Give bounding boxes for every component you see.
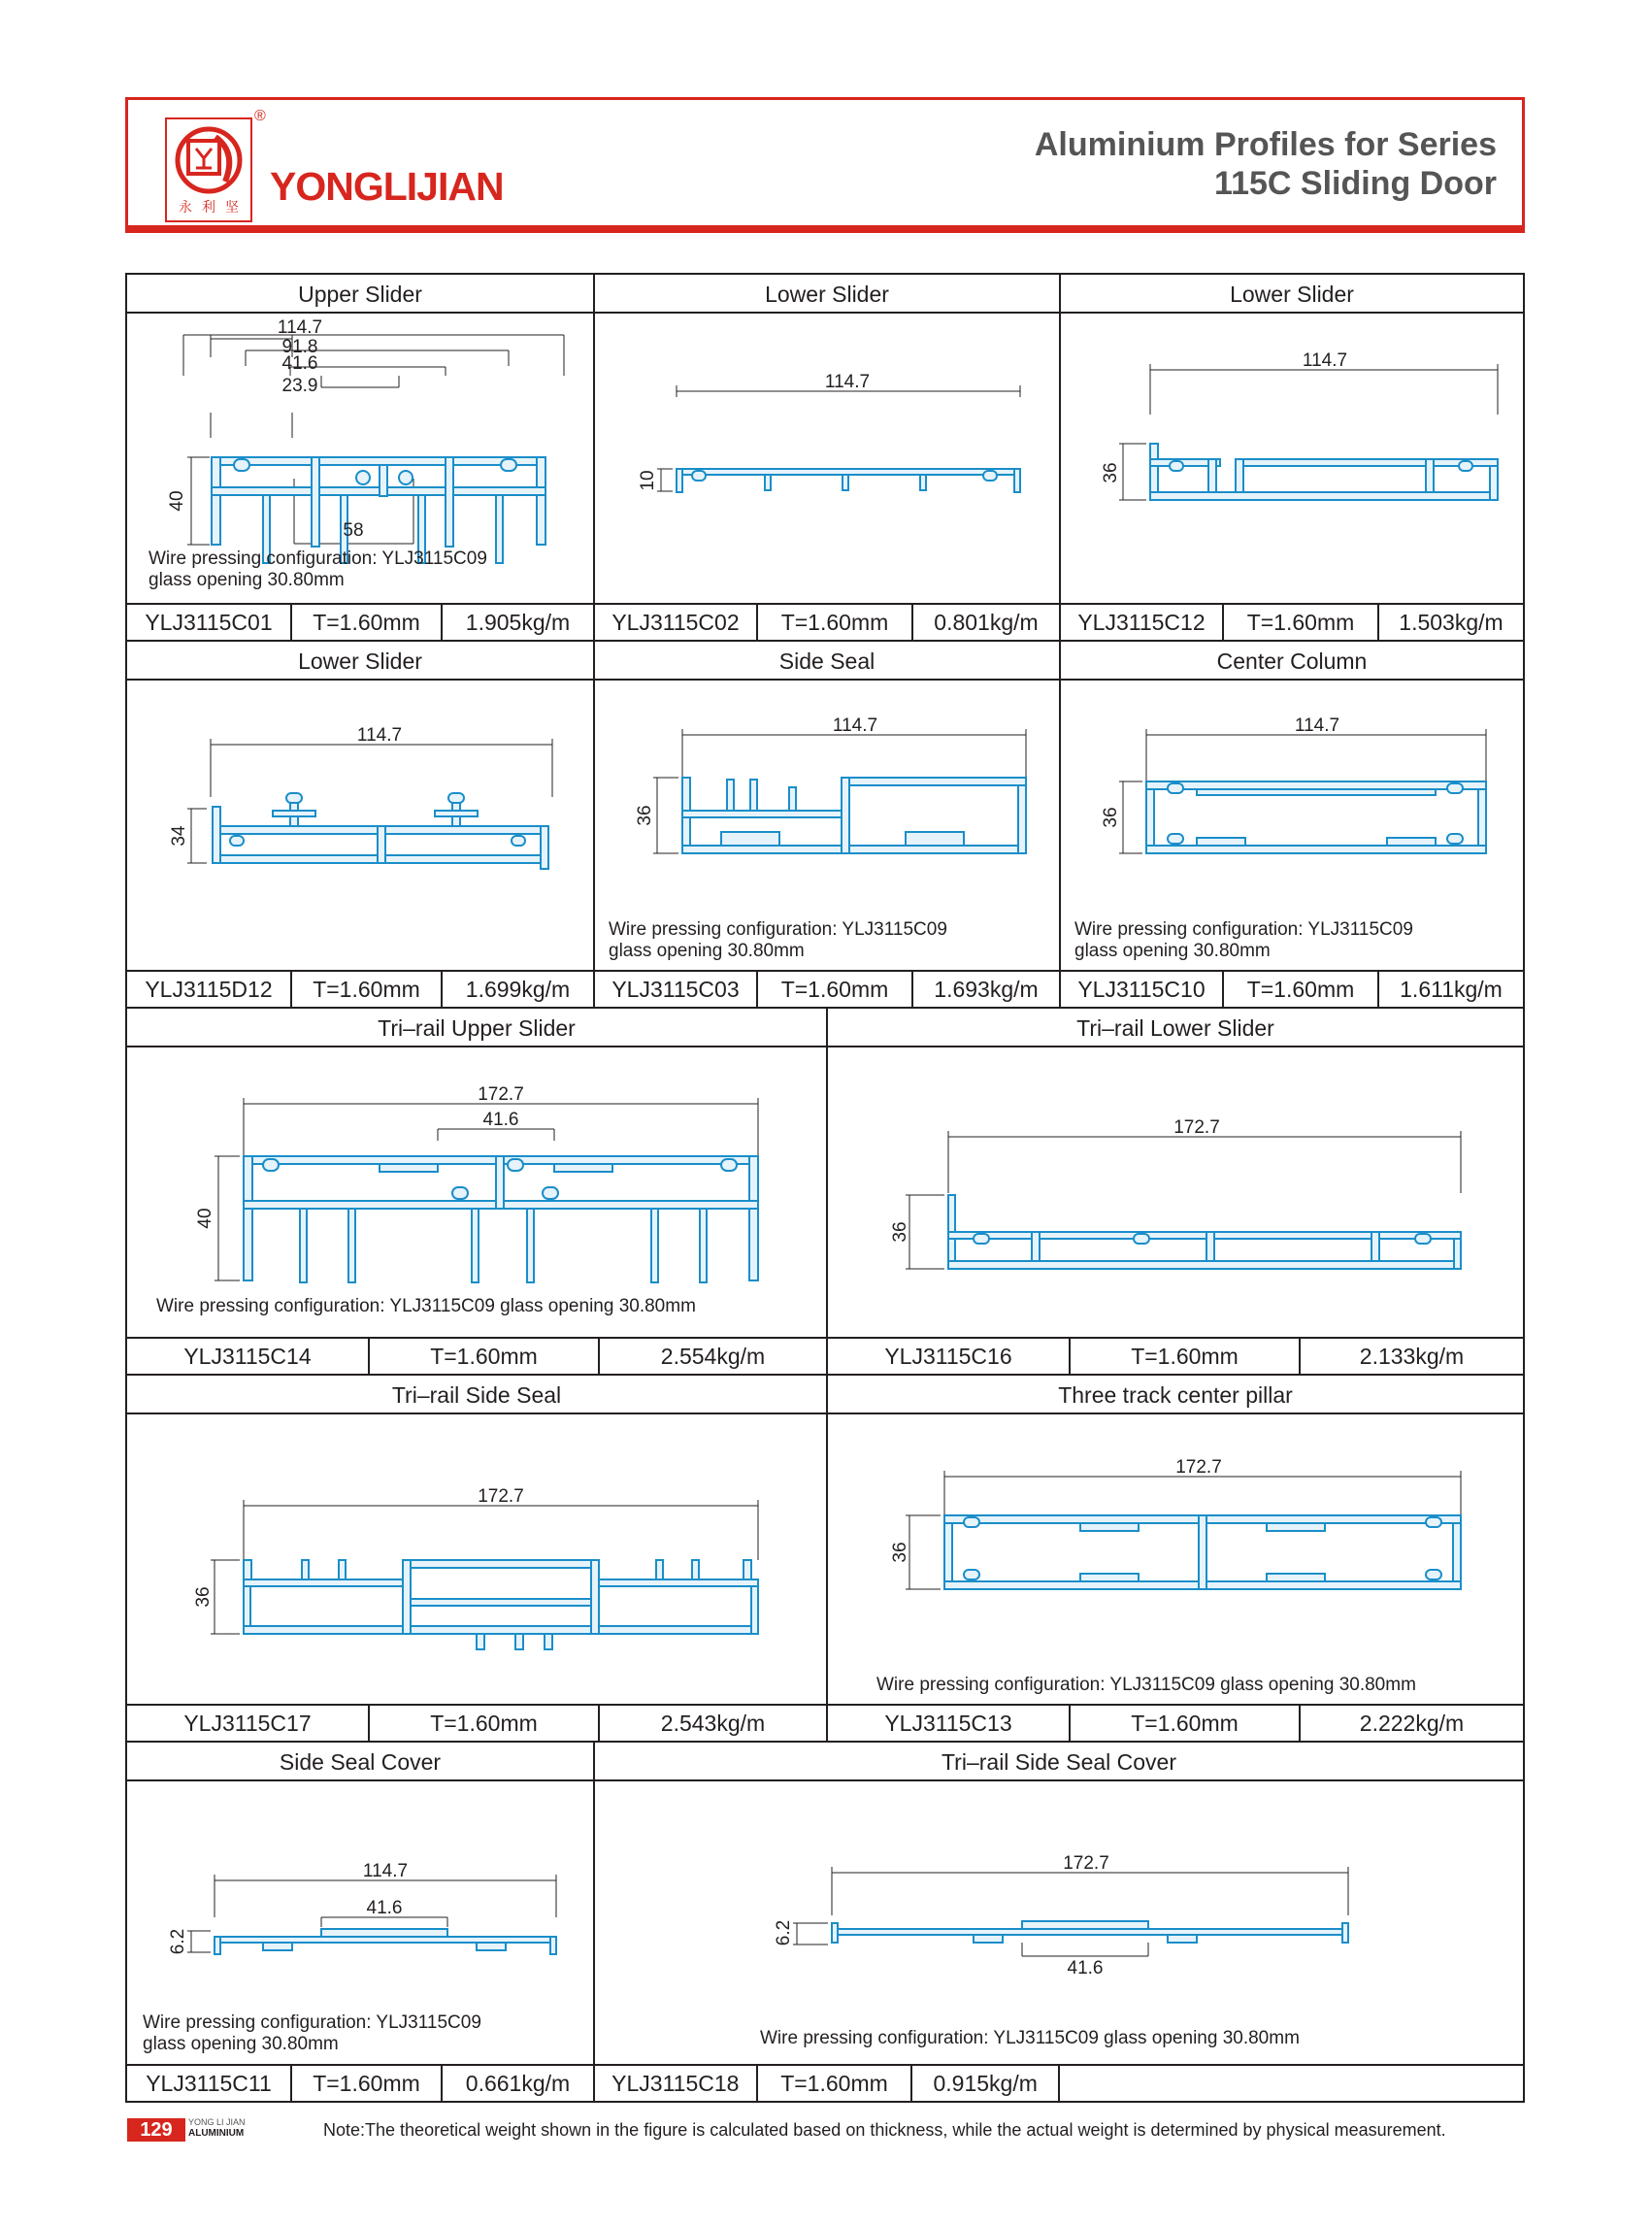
profile-thickness: T=1.60mm <box>1222 972 1377 1007</box>
profile-cell-lower-slider-d12 <box>127 642 593 1007</box>
profile-spec-row <box>595 970 1059 1007</box>
profile-catalog-grid <box>125 273 1525 2103</box>
dimension-label: 172.7 <box>1173 1117 1220 1138</box>
profile-cell-center-column <box>1059 642 1523 1007</box>
profile-cell-upper-slider <box>127 275 593 640</box>
profile-figure <box>127 1781 593 2064</box>
profile-code: YLJ3115C18 <box>611 2071 740 2096</box>
profile-spec-row <box>595 603 1059 640</box>
profile-drawing-tri-rail-side-seal-cover <box>595 1781 1523 2064</box>
brand-chinese-name: 永利坚 <box>179 200 248 216</box>
catalog-row-1 <box>127 275 1523 640</box>
profile-figure <box>127 1414 826 1704</box>
profile-spec-row <box>595 2064 1523 2101</box>
dimension-label: 58 <box>343 520 364 541</box>
dimension-label: 114.7 <box>356 725 403 746</box>
dimension-label: 114.7 <box>362 1861 409 1881</box>
catalog-row-2 <box>127 642 1523 1007</box>
profile-cell-lower-slider-c02 <box>593 275 1059 640</box>
dimension-label: 91.8 <box>281 337 318 357</box>
dimension-label: 36 <box>890 1221 910 1243</box>
wire-config-note <box>156 1296 696 1317</box>
wire-config-line: Wire pressing configuration: YLJ3115C09 <box>149 548 487 569</box>
registered-mark: ® <box>254 108 266 124</box>
dimension-label: 40 <box>195 1208 215 1229</box>
profile-code: YLJ3115C11 <box>146 2071 272 2096</box>
profile-code: YLJ3115C14 <box>183 1344 312 1369</box>
profile-drawing-tri-rail-side-seal <box>127 1414 826 1704</box>
profile-cell-side-seal-cover <box>127 1743 593 2101</box>
profile-weight: 0.661kg/m <box>441 2066 593 2101</box>
dimension-label: 41.6 <box>281 353 318 374</box>
profile-code: YLJ3115C03 <box>611 977 740 1002</box>
weight-note: Note:The theoretical weight shown in the figure is calculated based on thickness, while the actual weight is determined by physical measurement. <box>323 2120 1446 2140</box>
dimension-label: 23.9 <box>281 376 318 396</box>
dimension-label: 41.6 <box>366 1898 403 1918</box>
profile-spec-row <box>828 1704 1523 1741</box>
profile-weight: 1.503kg/m <box>1377 605 1523 640</box>
wire-config-note <box>149 548 487 591</box>
wire-config-note <box>1074 919 1413 962</box>
page-header <box>125 97 1525 233</box>
brand-name: YONGLIJIAN <box>270 164 504 209</box>
profile-drawing-lower-slider-c02 <box>595 314 1059 603</box>
profile-code: YLJ3115C13 <box>884 1711 1012 1736</box>
dimension-label: 36 <box>890 1542 910 1563</box>
catalog-row-5 <box>127 1743 1523 2101</box>
profile-cell-lower-slider-c12 <box>1059 275 1523 640</box>
profile-title: Lower Slider <box>595 275 1059 314</box>
profile-weight: 1.611kg/m <box>1377 972 1523 1007</box>
profile-thickness: T=1.60mm <box>290 972 441 1007</box>
profile-code: YLJ3115C16 <box>884 1344 1012 1369</box>
profile-drawing-three-track-center-pillar <box>828 1414 1523 1704</box>
profile-figure <box>595 681 1059 970</box>
profile-thickness: T=1.60mm <box>368 1339 598 1374</box>
profile-title: Center Column <box>1061 642 1523 681</box>
profile-spec-row <box>127 603 593 640</box>
profile-title: Tri–rail Upper Slider <box>127 1009 826 1047</box>
catalog-row-3 <box>127 1009 1523 1374</box>
profile-drawing-tri-rail-lower-slider <box>828 1047 1523 1337</box>
profile-spec-row <box>127 1337 826 1374</box>
dimension-label: 172.7 <box>478 1084 524 1105</box>
dimension-label: 172.7 <box>478 1486 524 1507</box>
profile-figure <box>595 1781 1523 2064</box>
profile-figure <box>127 314 593 603</box>
profile-thickness: T=1.60mm <box>1069 1706 1299 1741</box>
profile-code: YLJ3115C10 <box>1077 977 1206 1002</box>
dimension-label: 6.2 <box>168 1928 188 1955</box>
profile-spec-row <box>1061 970 1523 1007</box>
profile-weight: 0.915kg/m <box>910 2066 1058 2101</box>
logo-emblem-icon <box>173 123 245 197</box>
wire-config-line: Wire pressing configuration: YLJ3115C09 glass opening 30.80mm <box>156 1296 696 1316</box>
dimension-label: 114.7 <box>277 317 323 338</box>
profile-weight: 1.699kg/m <box>441 972 593 1007</box>
profile-thickness: T=1.60mm <box>756 605 911 640</box>
dimension-label: 41.6 <box>1067 1958 1104 1978</box>
profile-drawing-lower-slider-c12 <box>1061 314 1523 603</box>
profile-cell-tri-rail-upper-slider <box>127 1009 826 1374</box>
profile-code: YLJ3115C12 <box>1077 610 1206 635</box>
dimension-label: 172.7 <box>1063 1853 1109 1874</box>
profile-cell-tri-rail-side-seal-cover <box>593 1743 1523 2101</box>
profile-drawing-lower-slider-d12 <box>127 681 593 970</box>
profile-weight: 0.801kg/m <box>911 605 1059 640</box>
dimension-label: 114.7 <box>832 715 878 736</box>
profile-weight: 2.133kg/m <box>1299 1339 1523 1374</box>
profile-cell-tri-rail-side-seal <box>127 1376 826 1741</box>
wire-config-note <box>760 2028 1300 2049</box>
profile-thickness: T=1.60mm <box>756 972 911 1007</box>
dimension-label: 172.7 <box>1175 1457 1222 1478</box>
profile-thickness: T=1.60mm <box>290 605 441 640</box>
profile-title: Lower Slider <box>127 642 593 681</box>
profile-weight: 2.543kg/m <box>598 1706 826 1741</box>
dimension-label: 40 <box>167 490 187 512</box>
profile-title: Side Seal <box>595 642 1059 681</box>
profile-figure <box>1061 681 1523 970</box>
profile-thickness: T=1.60mm <box>1222 605 1377 640</box>
wire-config-line: Wire pressing configuration: YLJ3115C09 <box>609 919 947 940</box>
dimension-label: 10 <box>638 470 658 491</box>
profile-figure <box>595 314 1059 603</box>
dimension-label: 36 <box>635 805 655 826</box>
profile-title: Side Seal Cover <box>127 1743 593 1781</box>
profile-code: YLJ3115C02 <box>611 610 740 635</box>
brand-logo <box>165 117 252 222</box>
footer-brand <box>188 2117 246 2139</box>
profile-weight: 1.905kg/m <box>441 605 593 640</box>
dimension-label: 41.6 <box>482 1110 519 1130</box>
profile-code: YLJ3115C01 <box>145 610 273 635</box>
wire-config-line: glass opening 30.80mm <box>149 570 345 590</box>
profile-spec-row <box>1061 603 1523 640</box>
footer-brand-sub: ALUMINIUM <box>188 2128 245 2139</box>
empty-spec-cell <box>1058 2066 1523 2101</box>
page-title-line-1: Aluminium Profiles for Series <box>1034 126 1497 163</box>
page-number: 129 <box>127 2118 185 2142</box>
dimension-label: 114.7 <box>1302 350 1348 371</box>
profile-thickness: T=1.60mm <box>756 2066 911 2101</box>
profile-figure <box>828 1047 1523 1337</box>
profile-code: YLJ3115D12 <box>145 977 273 1002</box>
profile-title: Tri–rail Lower Slider <box>828 1009 1523 1047</box>
page-title-line-2: 115C Sliding Door <box>1214 165 1497 202</box>
dimension-label: 36 <box>193 1586 214 1608</box>
profile-drawing-tri-rail-upper-slider <box>127 1047 826 1337</box>
profile-title: Three track center pillar <box>828 1376 1523 1414</box>
wire-config-line: glass opening 30.80mm <box>609 941 805 961</box>
profile-weight: 1.693kg/m <box>911 972 1059 1007</box>
catalog-row-4 <box>127 1376 1523 1741</box>
profile-title: Tri–rail Side Seal Cover <box>595 1743 1523 1781</box>
dimension-label: 34 <box>169 825 189 847</box>
wire-config-line: glass opening 30.80mm <box>143 2034 339 2054</box>
dimension-label: 6.2 <box>774 1919 794 1946</box>
profile-code: YLJ3115C17 <box>183 1711 312 1736</box>
profile-thickness: T=1.60mm <box>290 2066 441 2101</box>
wire-config-line: glass opening 30.80mm <box>1074 941 1271 961</box>
profile-title: Lower Slider <box>1061 275 1523 314</box>
profile-cell-side-seal <box>593 642 1059 1007</box>
dimension-label: 36 <box>1101 807 1121 828</box>
wire-config-note <box>143 2012 481 2055</box>
profile-figure <box>1061 314 1523 603</box>
wire-config-line: Wire pressing configuration: YLJ3115C09 glass opening 30.80mm <box>876 1675 1416 1695</box>
wire-config-line: Wire pressing configuration: YLJ3115C09 <box>143 2012 481 2033</box>
profile-spec-row <box>127 2064 593 2101</box>
wire-config-line: Wire pressing configuration: YLJ3115C09 <box>1074 919 1413 940</box>
profile-spec-row <box>127 1704 826 1741</box>
wire-config-note <box>609 919 947 962</box>
dimension-label: 36 <box>1101 462 1121 483</box>
profile-cell-three-track-center-pillar <box>826 1376 1523 1741</box>
page-title <box>1035 125 1497 203</box>
profile-thickness: T=1.60mm <box>1069 1339 1299 1374</box>
dimension-label: 114.7 <box>824 372 871 392</box>
profile-weight: 2.222kg/m <box>1299 1706 1523 1741</box>
wire-config-line: Wire pressing configuration: YLJ3115C09 glass opening 30.80mm <box>760 2028 1300 2048</box>
footer-brand-name: YONG LI JIAN <box>188 2117 246 2127</box>
profile-thickness: T=1.60mm <box>368 1706 598 1741</box>
wire-config-note <box>876 1675 1416 1696</box>
dimension-label: 114.7 <box>1294 715 1340 736</box>
profile-title: Tri–rail Side Seal <box>127 1376 826 1414</box>
profile-figure <box>828 1414 1523 1704</box>
profile-title: Upper Slider <box>127 275 593 314</box>
profile-figure <box>127 1047 826 1337</box>
profile-weight: 2.554kg/m <box>598 1339 826 1374</box>
profile-spec-row <box>828 1337 1523 1374</box>
profile-cell-tri-rail-lower-slider <box>826 1009 1523 1374</box>
profile-figure <box>127 681 593 970</box>
profile-spec-row <box>127 970 593 1007</box>
